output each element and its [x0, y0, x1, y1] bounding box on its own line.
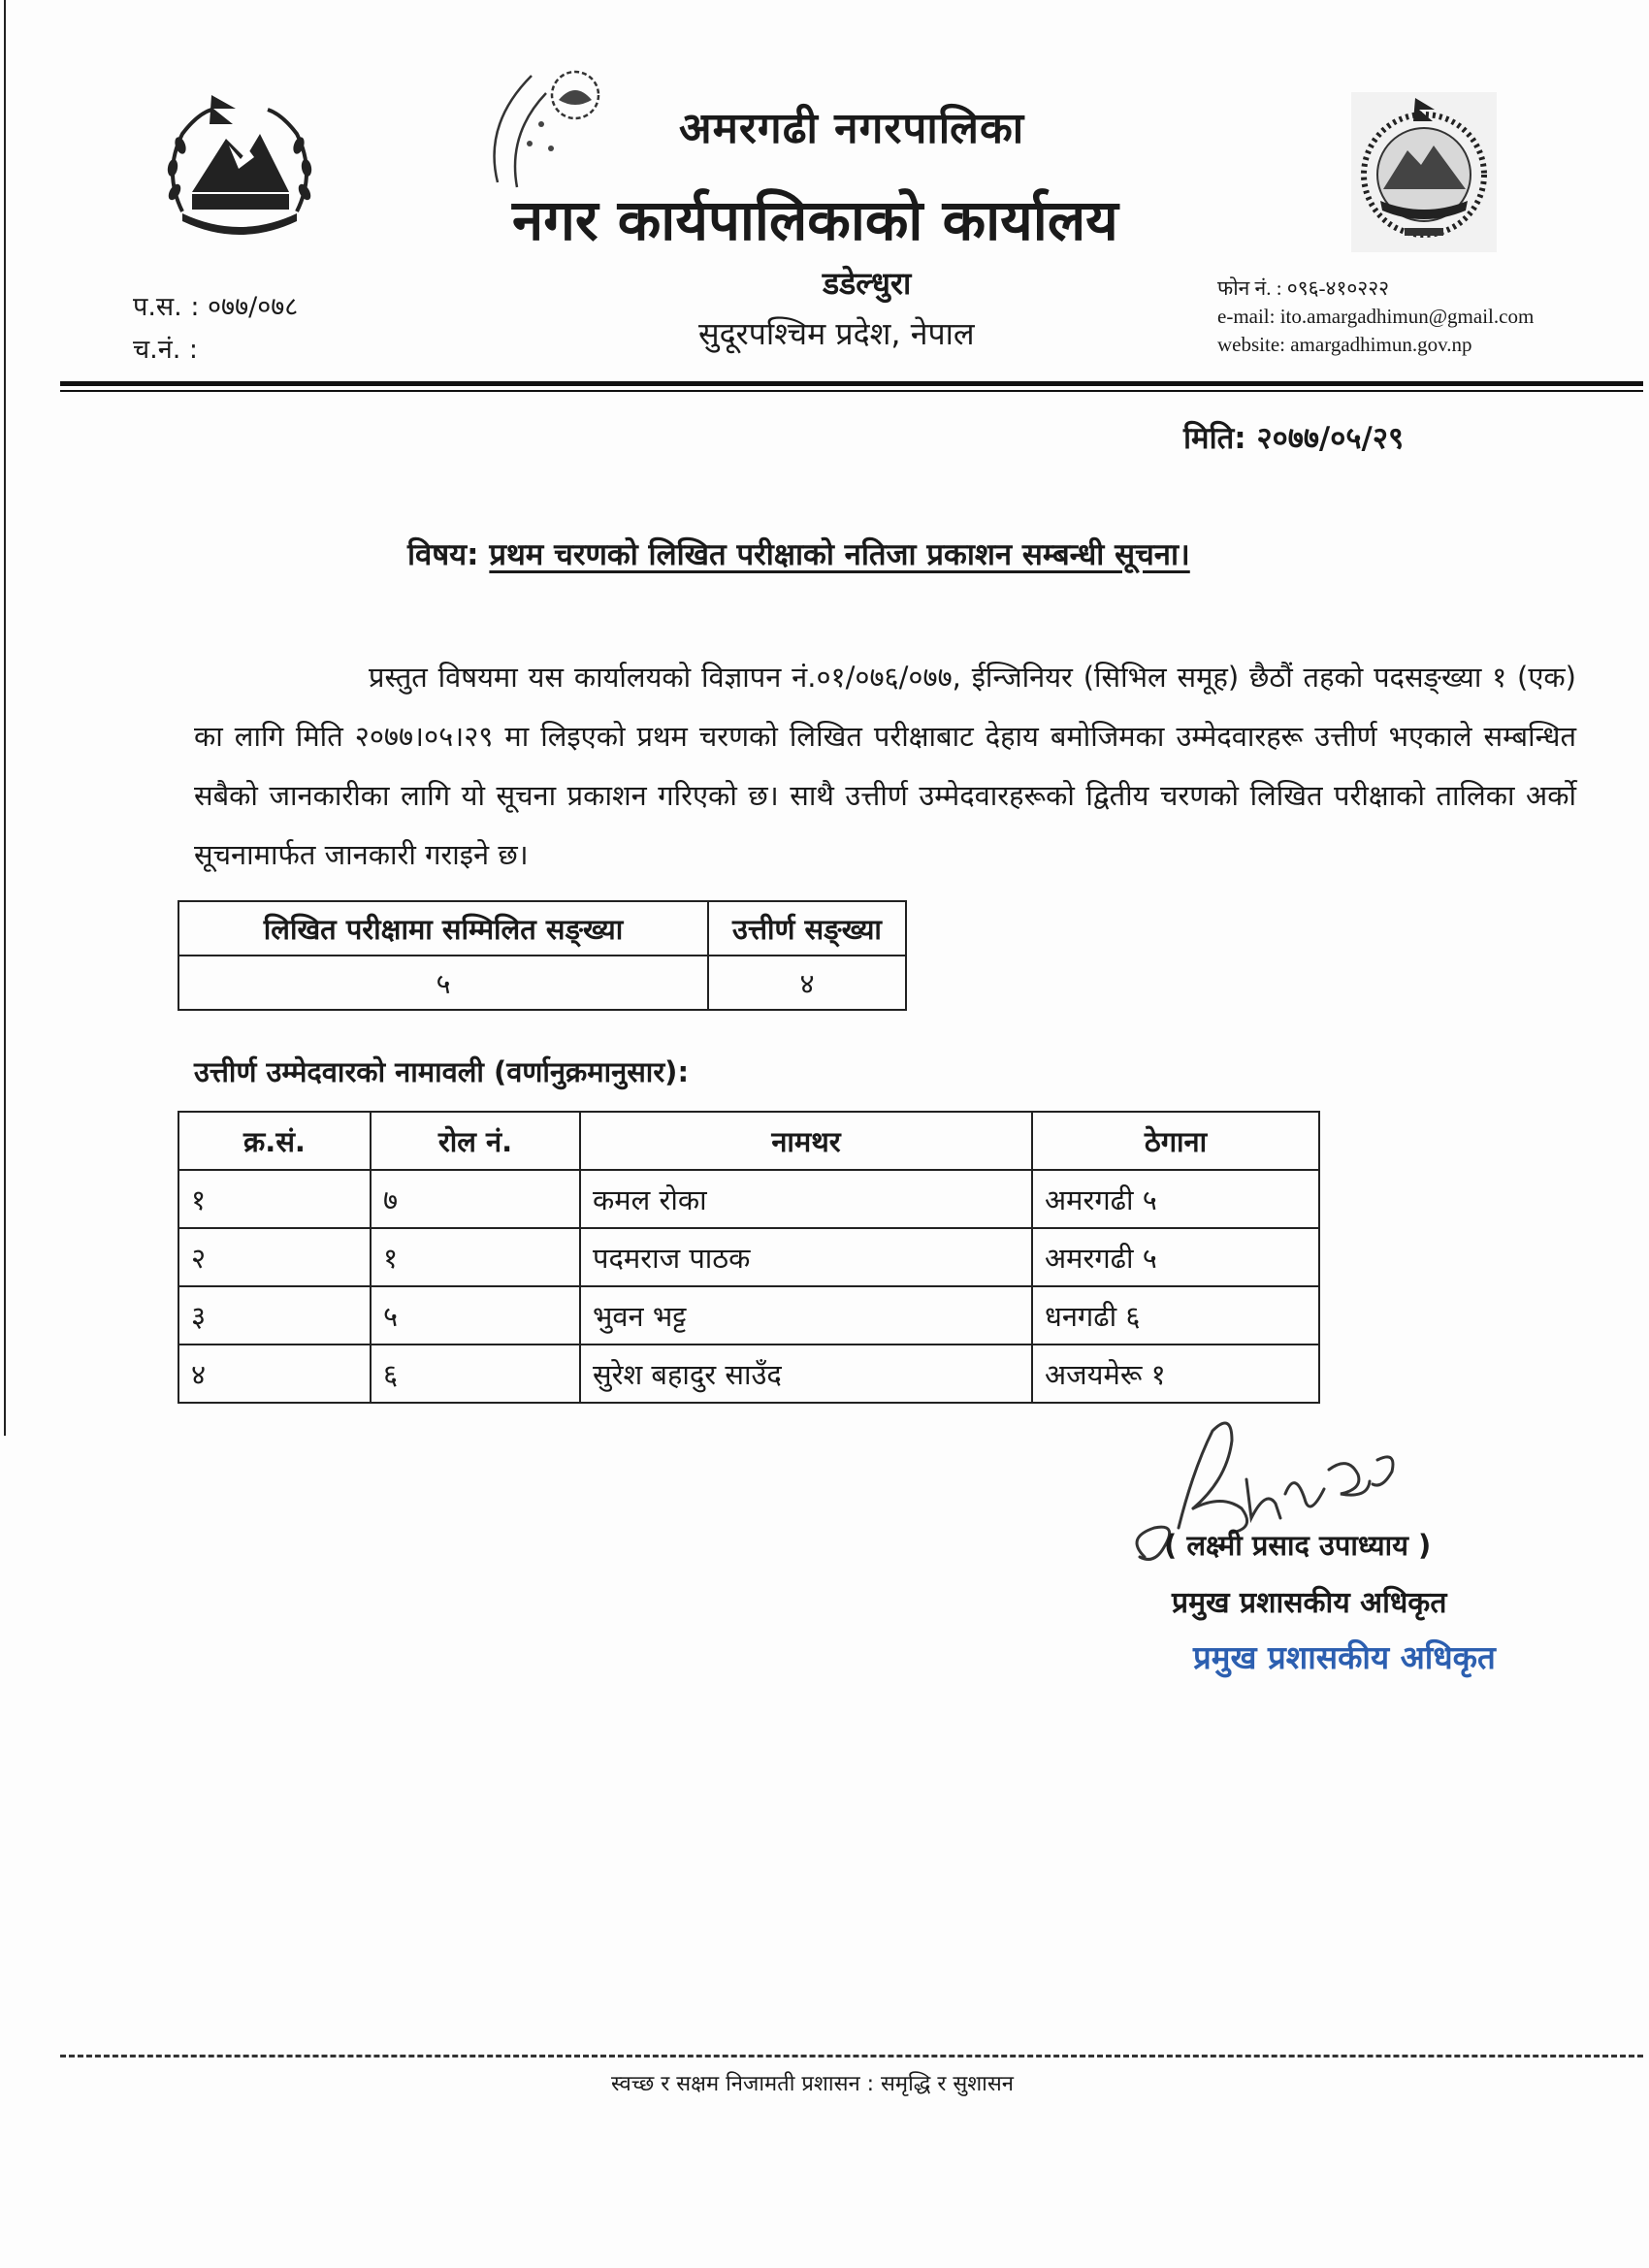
- summary-header-appeared: लिखित परीक्षामा सम्मिलित सङ्ख्या: [178, 901, 708, 956]
- summary-table: [178, 900, 907, 1011]
- left-margin-line: [4, 0, 6, 1436]
- summary-value-row: [178, 956, 906, 1010]
- summary-value-appeared: ५: [178, 956, 708, 1010]
- roll-cell: ६: [371, 1345, 580, 1403]
- address-cell: धनगढी ६: [1032, 1286, 1319, 1345]
- name-cell: सुरेश बहादुर साउँद: [580, 1345, 1032, 1403]
- municipality-logo-icon: [1351, 92, 1497, 252]
- results-header-roll: रोल नं.: [371, 1112, 580, 1170]
- results-header-serial: क्र.सं.: [178, 1112, 371, 1170]
- signatory-title-stamp: प्रमुख प्रशासकीय अधिकृत: [1193, 1638, 1496, 1676]
- header-rule-thin: [60, 390, 1643, 392]
- table-row: [178, 1228, 1319, 1286]
- website-address: website: amargadhimun.gov.np: [1217, 333, 1472, 356]
- results-header-name: नामथर: [580, 1112, 1032, 1170]
- name-cell: कमल रोका: [580, 1170, 1032, 1228]
- table-row: [178, 1345, 1319, 1403]
- nepal-national-emblem-icon: [153, 85, 326, 241]
- list-heading: उत्तीर्ण उम्मेदवारको नामावली (वर्णानुक्रमानुसार):: [194, 1055, 690, 1088]
- name-cell: भुवन भट्ट: [580, 1286, 1032, 1345]
- summary-header-passed: उत्तीर्ण सङ्ख्या: [708, 901, 906, 956]
- subject-text: प्रथम चरणको लिखित परीक्षाको नतिजा प्रकाशन सम्बन्धी सूचना।: [489, 537, 1190, 572]
- table-row: [178, 1170, 1319, 1228]
- signatory-title: प्रमुख प्रशासकीय अधिकृत: [1172, 1586, 1447, 1620]
- results-header-address: ठेगाना: [1032, 1112, 1319, 1170]
- phone-number: फोन नं. : ०९६-४१०२२२: [1217, 276, 1390, 300]
- footer-motto: स्वच्छ र सक्षम निजामती प्रशासन : समृद्धि र सुशासन: [611, 2072, 1014, 2096]
- summary-value-passed: ४: [708, 956, 906, 1010]
- results-header-row: [178, 1112, 1319, 1170]
- dispatch-number: च.नं. :: [133, 335, 198, 365]
- table-row: [178, 1286, 1319, 1345]
- reference-number: प.स. : ०७७/०७८: [133, 292, 299, 322]
- results-table: [178, 1111, 1320, 1404]
- serial-cell: ३: [178, 1286, 371, 1345]
- email-address: e-mail: ito.amargadhimun@gmail.com: [1217, 305, 1535, 328]
- roll-cell: ५: [371, 1286, 580, 1345]
- header-rule-thick: [60, 381, 1643, 386]
- body-paragraph: प्रस्तुत विषयमा यस कार्यालयको विज्ञापन नं.०१/०७६/०७७, ईन्जिनियर (सिभिल समूह) छैठौं तहको पदसङ्ख्या १ (एक) का लागि मिति २०७७।०५।२९ मा लिइएको प्रथम चरणको लिखित परीक्षाबाट देहाय बमोजिमका उम्मेदवारहरू उत्तीर्ण भएकाले सम्बन्धित सबैको जानकारीका लागि यो सूचना प्रकाशन गरिएको छ। साथै उत्तीर्ण उम्मेदवारहरूको द्वितीय चरणको लिखित परीक्षाको तालिका अर्को सूचनामार्फत जानकारी गराइने छ।: [194, 661, 1576, 871]
- address-cell: अमरगढी ५: [1032, 1228, 1319, 1286]
- serial-cell: ४: [178, 1345, 371, 1403]
- signatory-name: ( लक्ष्मी प्रसाद उपाध्याय ): [1164, 1529, 1432, 1562]
- serial-cell: २: [178, 1228, 371, 1286]
- address-cell: अमरगढी ५: [1032, 1170, 1319, 1228]
- office-name: नगर कार्यपालिकाको कार्यालय: [512, 187, 1118, 253]
- subject-line: [407, 534, 1190, 574]
- subject-label: विषय:: [407, 537, 479, 572]
- name-cell: पदमराज पाठक: [580, 1228, 1032, 1286]
- roll-cell: १: [371, 1228, 580, 1286]
- summary-header-row: [178, 901, 906, 956]
- district-name: डडेल्धुरा: [823, 265, 912, 302]
- address-cell: अजयमेरू १: [1032, 1345, 1319, 1403]
- notice-date: मिति: २०७७/०५/२९: [1183, 421, 1405, 456]
- municipality-name: अमरगढी नगरपालिका: [679, 104, 1025, 153]
- province-name: सुदूरपश्चिम प्रदेश, नेपाल: [698, 315, 975, 352]
- contact-block: [1217, 275, 1534, 359]
- footer-divider: [60, 2055, 1643, 2057]
- roll-cell: ७: [371, 1170, 580, 1228]
- serial-cell: १: [178, 1170, 371, 1228]
